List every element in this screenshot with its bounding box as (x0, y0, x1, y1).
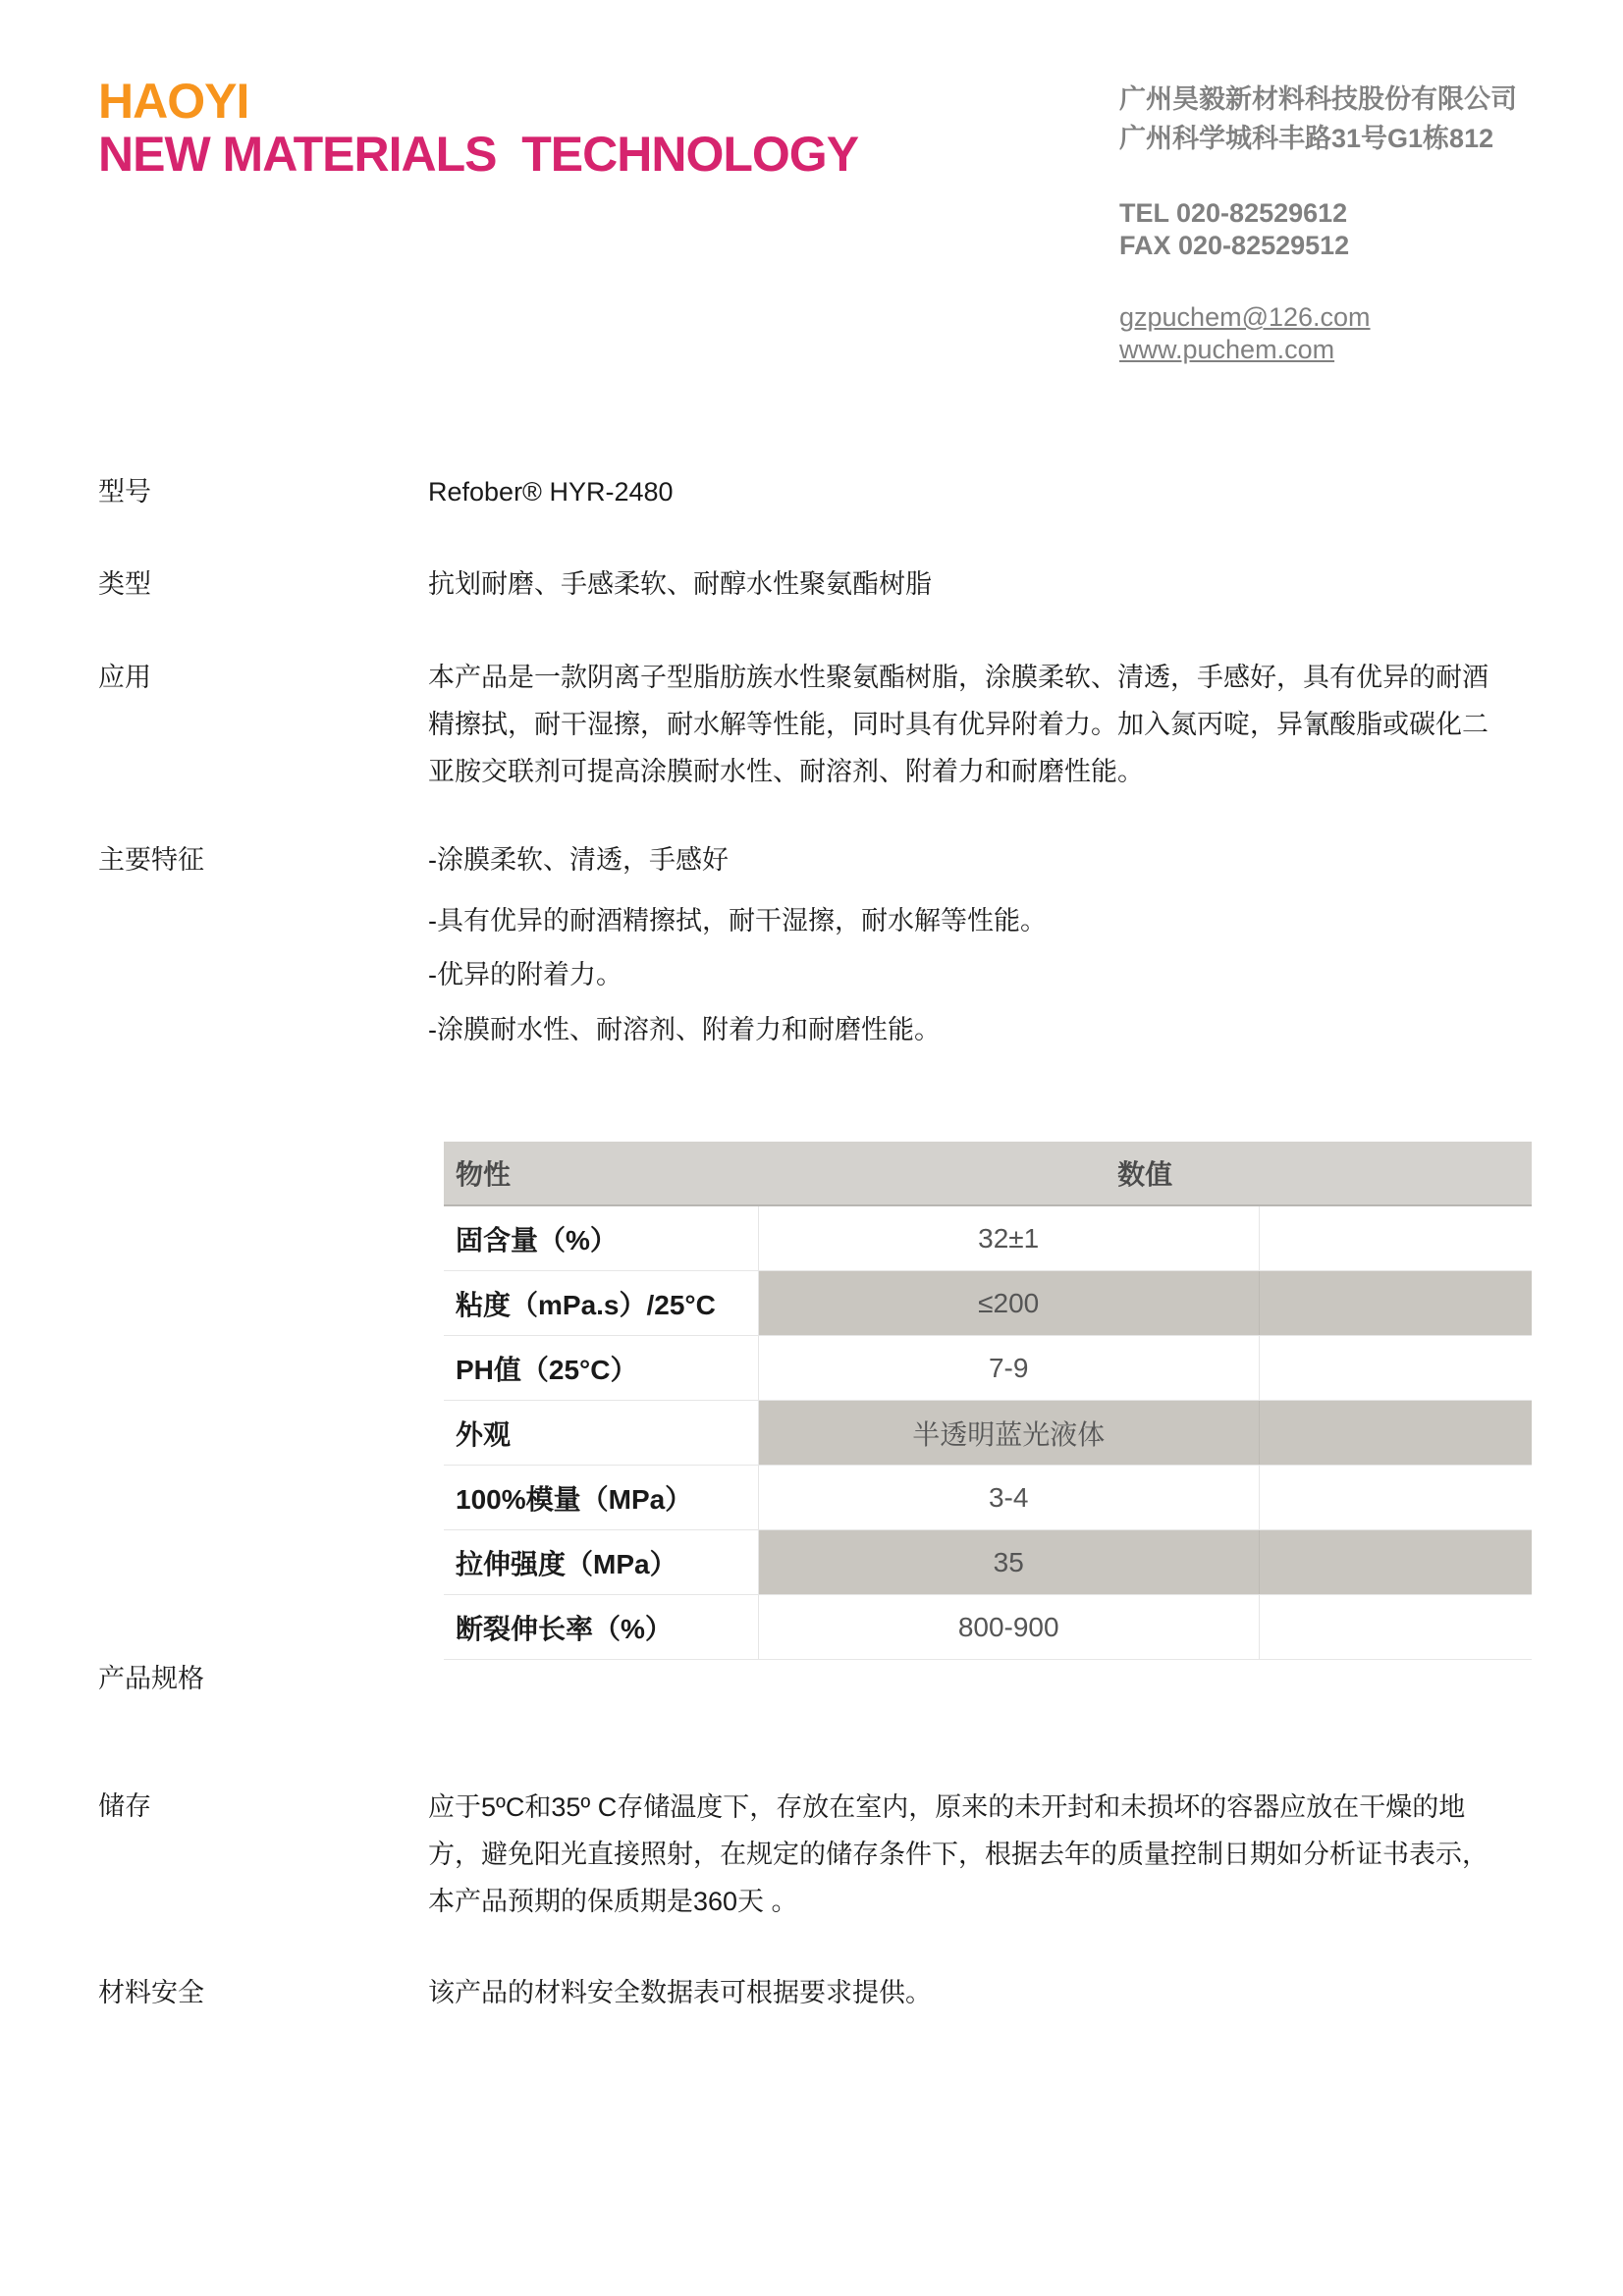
storage-line: 方，避免阳光直接照射，在规定的储存条件下，根据去年的质量控制日期如分析证书表示， (428, 1840, 1488, 1869)
storage-label: 储存 (98, 1791, 151, 1821)
header-value: 数值 (758, 1142, 1532, 1205)
empty-cell (1259, 1595, 1532, 1660)
table-row (444, 1271, 1532, 1336)
property-cell: 拉伸强度（MPa） (444, 1530, 758, 1595)
property-cell: PH值（25°C） (444, 1336, 758, 1401)
feature-item: -涂膜柔软、清透，手感好 (428, 845, 729, 875)
storage-line: 应于5ºC和35º C存储温度下，存放在室内，原来的未开封和未损坏的容器应放在干燥的地 (428, 1792, 1466, 1822)
type-label: 类型 (98, 569, 151, 599)
safety-label: 材料安全 (98, 1978, 204, 2007)
table-row (444, 1466, 1532, 1530)
spec-table (444, 1142, 1532, 1660)
value-cell: 32±1 (758, 1205, 1259, 1271)
empty-cell (1259, 1271, 1532, 1336)
table-header-row (444, 1142, 1532, 1205)
model-label: 型号 (98, 477, 151, 507)
table-row (444, 1595, 1532, 1660)
table-row (444, 1336, 1532, 1401)
table-row (444, 1530, 1532, 1595)
storage-line: 本产品预期的保质期是360天 。 (428, 1887, 798, 1916)
empty-cell (1259, 1530, 1532, 1595)
empty-cell (1259, 1466, 1532, 1530)
telephone: TEL 020-82529612 (1119, 198, 1348, 228)
model-value: Refober® HYR-2480 (428, 477, 674, 507)
application-label: 应用 (98, 663, 151, 692)
property-cell: 粘度（mPa.s）/25°C (444, 1271, 758, 1336)
header-property: 物性 (444, 1142, 758, 1205)
feature-item: -涂膜耐水性、耐溶剂、附着力和耐磨性能。 (428, 1015, 941, 1044)
value-cell: 半透明蓝光液体 (758, 1401, 1259, 1466)
application-line: 亚胺交联剂可提高涂膜耐水性、耐溶剂、附着力和耐磨性能。 (428, 757, 1144, 786)
property-cell: 100%模量（MPa） (444, 1466, 758, 1530)
value-cell: 7-9 (758, 1336, 1259, 1401)
empty-cell (1259, 1401, 1532, 1466)
safety-value: 该产品的材料安全数据表可根据要求提供。 (428, 1978, 932, 2007)
storage-text (428, 1784, 1538, 1925)
empty-cell (1259, 1205, 1532, 1271)
feature-item: -具有优异的耐酒精擦拭，耐干湿擦，耐水解等性能。 (428, 906, 1047, 935)
brand-name: HAOYI (98, 74, 249, 129)
company-address: 广州科学城科丰路31号G1栋812 (1119, 124, 1494, 153)
type-value: 抗划耐磨、手感柔软、耐醇水性聚氨酯树脂 (428, 569, 932, 599)
value-cell: 3-4 (758, 1466, 1259, 1530)
value-cell: 800-900 (758, 1595, 1259, 1660)
company-name: 广州昊毅新材料科技股份有限公司 (1119, 84, 1517, 114)
application-line: 精擦拭，耐干湿擦，耐水解等性能，同时具有优异附着力。加入氮丙啶，异氰酸脂或碳化二 (428, 710, 1488, 739)
table-row (444, 1401, 1532, 1466)
property-cell: 断裂伸长率（%） (444, 1595, 758, 1660)
property-cell: 固含量（%） (444, 1205, 758, 1271)
table-row (444, 1205, 1532, 1271)
website-link[interactable]: www.puchem.com (1119, 335, 1335, 364)
spec-label: 产品规格 (98, 1664, 204, 1693)
value-cell: 35 (758, 1530, 1259, 1595)
empty-cell (1259, 1336, 1532, 1401)
feature-item: -优异的附着力。 (428, 960, 622, 989)
application-text (428, 654, 1538, 795)
features-label: 主要特征 (98, 845, 204, 875)
fax: FAX 020-82529512 (1119, 231, 1350, 260)
email-link[interactable]: gzpuchem@126.com (1119, 302, 1371, 332)
application-line: 本产品是一款阴离子型脂肪族水性聚氨酯树脂，涂膜柔软、清透，手感好，具有优异的耐酒 (428, 663, 1488, 692)
property-cell: 外观 (444, 1401, 758, 1466)
value-cell: ≤200 (758, 1271, 1259, 1336)
brand-subtitle: NEW MATERIALS TECHNOLOGY (98, 127, 859, 182)
